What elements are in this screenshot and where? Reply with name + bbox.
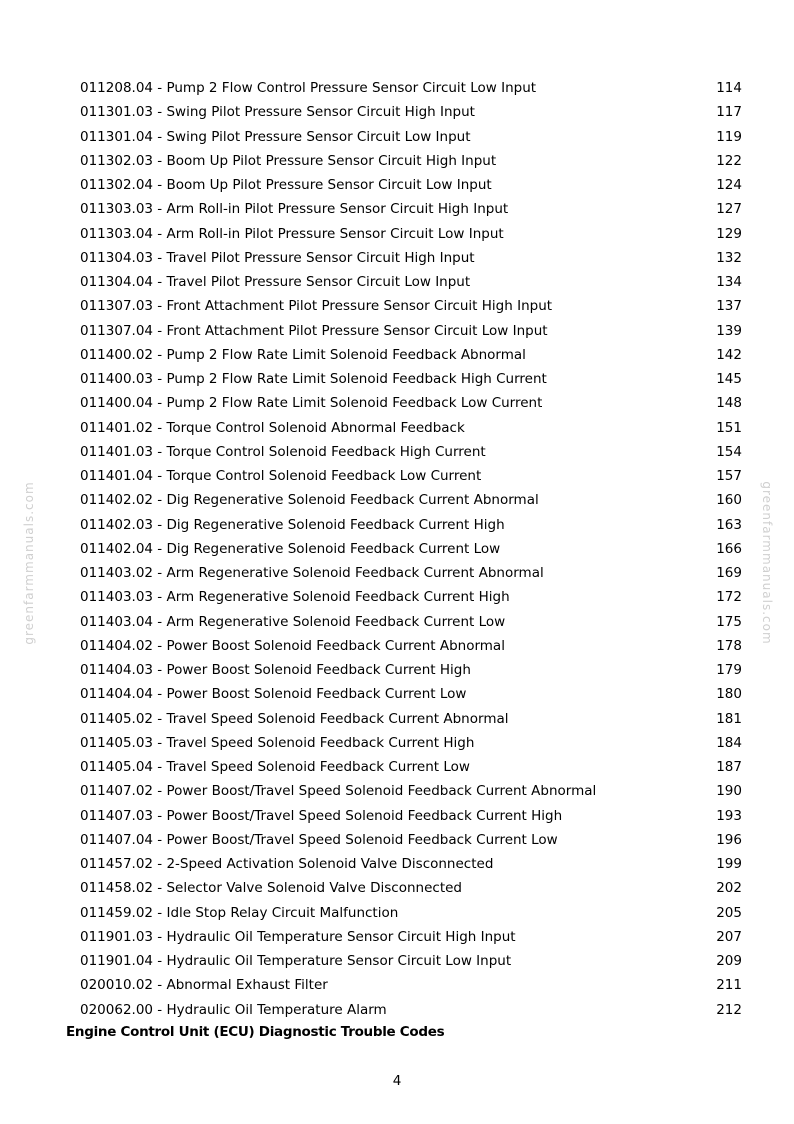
toc-entry-title: 011402.04 - Dig Regenerative Solenoid Feedback Current Low [80,540,501,557]
toc-entry[interactable] [80,222,742,246]
toc-entry-title: 011459.02 - Idle Stop Relay Circuit Malfunction [80,904,399,921]
toc-entry[interactable] [80,610,742,634]
toc-entry-page: 202 [716,880,742,897]
toc-entry-title: 011401.04 - Torque Control Solenoid Feedback Low Current [80,468,482,485]
toc-entry[interactable] [80,634,742,658]
toc-entry-page: 196 [716,831,742,848]
toc-entry[interactable] [80,270,742,294]
toc-entry-page: 187 [716,759,742,776]
toc-entry-page: 154 [716,443,742,460]
toc-entry-title: 011307.03 - Front Attachment Pilot Pressure Sensor Circuit High Input [80,298,553,315]
toc-entry-title: 011403.04 - Arm Regenerative Solenoid Feedback Current Low [80,613,506,630]
toc-entry[interactable] [80,416,742,440]
toc-entry[interactable] [80,707,742,731]
toc-entry-title: 011400.02 - Pump 2 Flow Rate Limit Solenoid Feedback Abnormal [80,346,526,363]
toc-entry-title: 011403.03 - Arm Regenerative Solenoid Feedback Current High [80,589,510,606]
page-number: 4 [392,1073,402,1089]
toc-entry[interactable] [80,464,742,488]
toc-entry[interactable] [80,173,742,197]
toc-entry-page: 139 [716,322,742,339]
toc-entry[interactable] [80,391,742,415]
toc-entry-title: 011301.03 - Swing Pilot Pressure Sensor Circuit High Input [80,104,475,121]
toc-entry-title: 011303.03 - Arm Roll-in Pilot Pressure Sensor Circuit High Input [80,201,509,218]
toc-entry[interactable] [80,343,742,367]
toc-entry[interactable] [80,513,742,537]
toc-entry-page: 134 [716,274,742,291]
toc-entry-page: 184 [716,734,742,751]
toc-entry-page: 163 [716,516,742,533]
toc-entry-page: 178 [716,637,742,654]
watermark-left: greenfarmmanuals.com [22,481,36,645]
toc-entry-title: 011901.03 - Hydraulic Oil Temperature Sensor Circuit High Input [80,928,516,945]
toc-entry-page: 124 [716,177,742,194]
toc-entry-title: 011400.04 - Pump 2 Flow Rate Limit Solenoid Feedback Low Current [80,395,543,412]
toc-entry[interactable] [80,998,742,1022]
toc-list [80,76,742,1022]
toc-entry[interactable] [80,561,742,585]
toc-entry-page: 166 [716,540,742,557]
toc-entry-page: 212 [716,1001,742,1018]
toc-entry[interactable] [80,488,742,512]
toc-entry-title: 011407.02 - Power Boost/Travel Speed Solenoid Feedback Current Abnormal [80,783,597,800]
toc-entry[interactable] [80,100,742,124]
toc-entry[interactable] [80,197,742,221]
toc-entry-page: 127 [716,201,742,218]
section-heading: Engine Control Unit (ECU) Diagnostic Trouble Codes [66,1024,445,1040]
toc-entry-title: 011403.02 - Arm Regenerative Solenoid Feedback Current Abnormal [80,565,544,582]
toc-entry-page: 169 [716,565,742,582]
toc-entry-title: 011401.02 - Torque Control Solenoid Abnormal Feedback [80,419,465,436]
toc-entry-title: 020010.02 - Abnormal Exhaust Filter [80,977,328,994]
toc-entry-page: 137 [716,298,742,315]
toc-entry-title: 011301.04 - Swing Pilot Pressure Sensor Circuit Low Input [80,128,471,145]
toc-entry-page: 117 [716,104,742,121]
toc-entry[interactable] [80,246,742,270]
toc-entry[interactable] [80,294,742,318]
toc-entry-page: 190 [716,783,742,800]
toc-entry[interactable] [80,149,742,173]
toc-entry-page: 209 [716,953,742,970]
toc-entry-title: 020062.00 - Hydraulic Oil Temperature Alarm [80,1001,387,1018]
toc-entry[interactable] [80,755,742,779]
toc-entry-title: 011400.03 - Pump 2 Flow Rate Limit Solenoid Feedback High Current [80,371,547,388]
toc-entry[interactable] [80,76,742,100]
toc-entry-page: 205 [716,904,742,921]
toc-entry-title: 011405.03 - Travel Speed Solenoid Feedback Current High [80,734,475,751]
toc-entry-page: 119 [716,128,742,145]
toc-entry[interactable] [80,804,742,828]
toc-entry-page: 179 [716,662,742,679]
toc-entry[interactable] [80,901,742,925]
toc-entry[interactable] [80,682,742,706]
toc-entry[interactable] [80,585,742,609]
toc-entry-page: 175 [716,613,742,630]
toc-entry[interactable] [80,367,742,391]
toc-entry-page: 132 [716,249,742,266]
toc-entry-page: 148 [716,395,742,412]
toc-entry[interactable] [80,537,742,561]
toc-entry-page: 180 [716,686,742,703]
toc-entry-page: 211 [716,977,742,994]
toc-entry-page: 181 [716,710,742,727]
toc-entry-page: 207 [716,928,742,945]
toc-entry[interactable] [80,828,742,852]
toc-entry-title: 011901.04 - Hydraulic Oil Temperature Sensor Circuit Low Input [80,953,512,970]
toc-entry-page: 142 [716,346,742,363]
toc-entry-title: 011304.04 - Travel Pilot Pressure Sensor Circuit Low Input [80,274,471,291]
toc-entry-title: 011405.02 - Travel Speed Solenoid Feedback Current Abnormal [80,710,509,727]
toc-entry[interactable] [80,925,742,949]
toc-entry[interactable] [80,658,742,682]
toc-entry-title: 011303.04 - Arm Roll-in Pilot Pressure Sensor Circuit Low Input [80,225,504,242]
toc-entry[interactable] [80,319,742,343]
toc-entry-page: 122 [716,152,742,169]
toc-entry[interactable] [80,949,742,973]
toc-entry[interactable] [80,852,742,876]
toc-entry-page: 151 [716,419,742,436]
toc-entry-title: 011401.03 - Torque Control Solenoid Feedback High Current [80,443,486,460]
watermark-right: greenfarmmanuals.com [760,481,774,645]
toc-entry-title: 011402.02 - Dig Regenerative Solenoid Feedback Current Abnormal [80,492,539,509]
toc-entry-title: 011302.04 - Boom Up Pilot Pressure Sensor Circuit Low Input [80,177,492,194]
toc-entry-title: 011404.03 - Power Boost Solenoid Feedback Current High [80,662,471,679]
toc-entry-page: 145 [716,371,742,388]
toc-entry-page: 160 [716,492,742,509]
toc-entry-title: 011208.04 - Pump 2 Flow Control Pressure Sensor Circuit Low Input [80,80,537,97]
toc-entry-title: 011302.03 - Boom Up Pilot Pressure Sensor Circuit High Input [80,152,497,169]
toc-entry-page: 129 [716,225,742,242]
toc-entry[interactable] [80,440,742,464]
toc-entry-page: 157 [716,468,742,485]
toc-entry[interactable] [80,125,742,149]
toc-entry-page: 114 [716,80,742,97]
toc-entry[interactable] [80,779,742,803]
toc-entry-title: 011457.02 - 2-Speed Activation Solenoid Valve Disconnected [80,856,494,873]
toc-entry-title: 011405.04 - Travel Speed Solenoid Feedback Current Low [80,759,470,776]
toc-entry-title: 011404.02 - Power Boost Solenoid Feedback Current Abnormal [80,637,505,654]
toc-entry-title: 011304.03 - Travel Pilot Pressure Sensor Circuit High Input [80,249,475,266]
toc-entry[interactable] [80,973,742,997]
toc-entry-page: 172 [716,589,742,606]
toc-entry-title: 011402.03 - Dig Regenerative Solenoid Feedback Current High [80,516,505,533]
toc-entry-title: 011404.04 - Power Boost Solenoid Feedback Current Low [80,686,467,703]
toc-entry-page: 199 [716,856,742,873]
toc-entry-page: 193 [716,807,742,824]
toc-entry[interactable] [80,876,742,900]
toc-entry-title: 011458.02 - Selector Valve Solenoid Valve Disconnected [80,880,462,897]
toc-entry[interactable] [80,731,742,755]
toc-entry-title: 011407.04 - Power Boost/Travel Speed Solenoid Feedback Current Low [80,831,558,848]
toc-entry-title: 011307.04 - Front Attachment Pilot Pressure Sensor Circuit Low Input [80,322,548,339]
toc-entry-title: 011407.03 - Power Boost/Travel Speed Solenoid Feedback Current High [80,807,563,824]
